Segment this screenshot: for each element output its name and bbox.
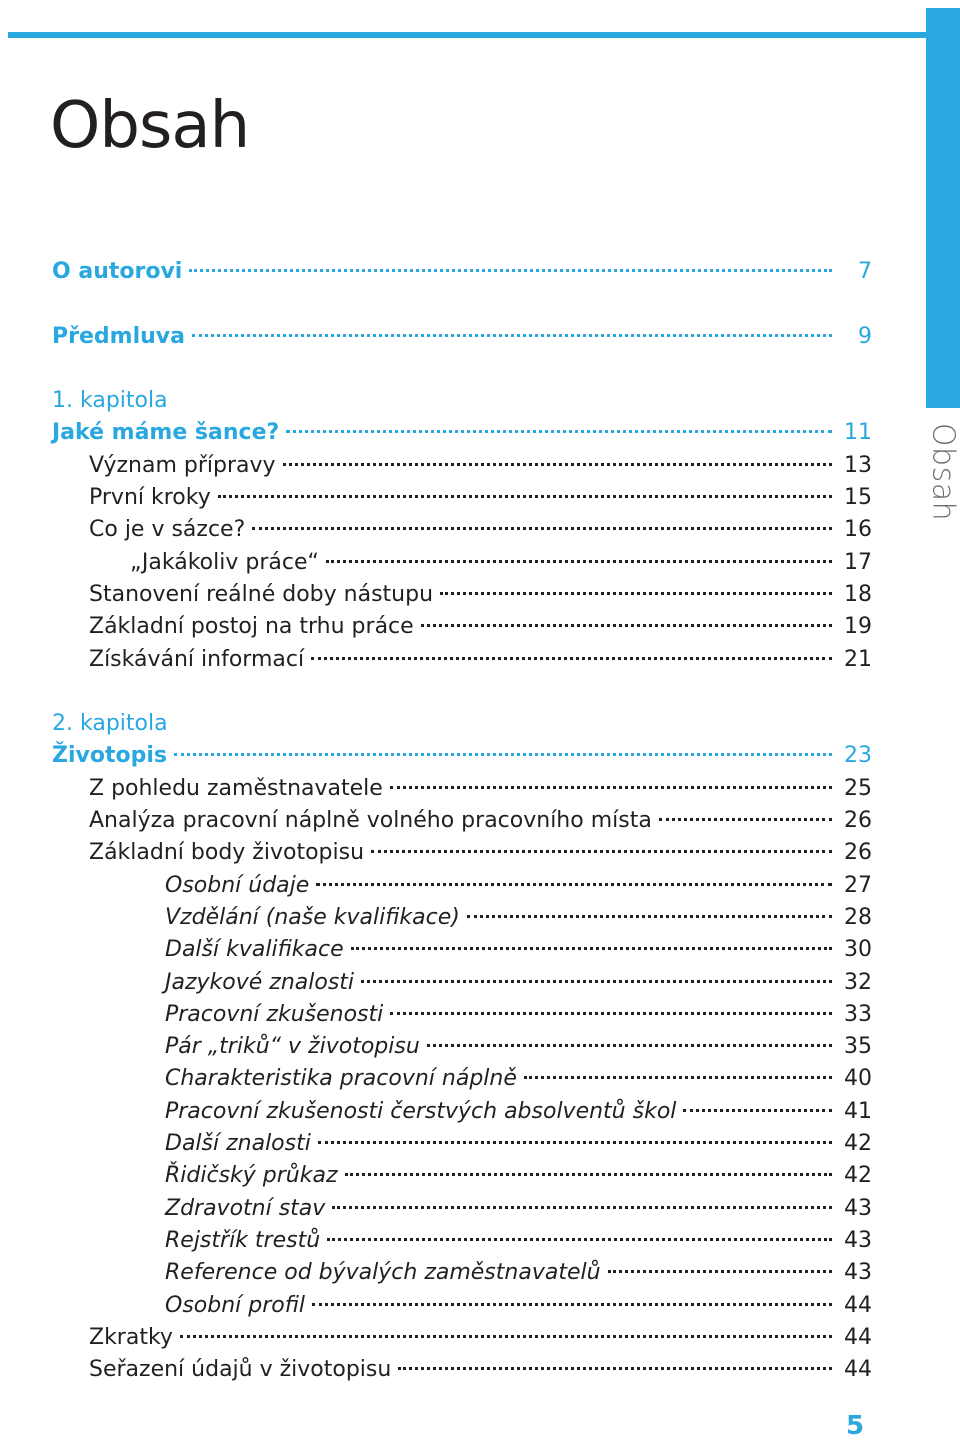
toc-entry-page: 41 xyxy=(844,1098,872,1124)
toc-entry-page: 19 xyxy=(844,614,872,640)
toc-entry-label: Řidičský průkaz xyxy=(165,1163,338,1189)
toc-entry-label: Analýza pracovní náplně volného pracovního místa xyxy=(89,808,652,834)
dot-leader xyxy=(361,980,832,983)
toc-subentry[interactable] xyxy=(52,967,872,999)
toc-entry-label: Další kvalifikace xyxy=(165,937,344,963)
chapter-label: 1. kapitola xyxy=(52,388,168,414)
toc-entry-label: Osobní údaje xyxy=(165,872,310,898)
toc-entry-label: Předmluva xyxy=(52,323,185,349)
dot-leader xyxy=(683,1109,832,1112)
toc-entry[interactable] xyxy=(52,1322,872,1354)
toc-entry[interactable] xyxy=(52,579,872,611)
dot-leader xyxy=(398,1367,832,1370)
toc-entry-page: 35 xyxy=(844,1034,872,1060)
toc-entry-page: 16 xyxy=(844,517,872,543)
dot-leader xyxy=(286,430,832,433)
toc-entry-page: 33 xyxy=(844,1001,872,1027)
toc-entry-label: Pár „triků“ v životopisu xyxy=(165,1034,420,1060)
toc-entry-label: O autorovi xyxy=(52,259,183,284)
toc-entry-label: Co je v sázce? xyxy=(89,517,246,543)
toc-entry-label: Základní postoj na trhu práce xyxy=(89,614,414,640)
toc-subentry[interactable] xyxy=(52,1031,872,1063)
toc-entry-page: 15 xyxy=(844,485,872,511)
dot-leader xyxy=(327,1238,832,1241)
toc-entry-page: 44 xyxy=(844,1324,872,1350)
toc-entry-predmluva[interactable] xyxy=(52,321,872,353)
toc-entry-page: 13 xyxy=(844,452,872,478)
toc-subentry[interactable] xyxy=(52,1160,872,1192)
toc-entry[interactable] xyxy=(52,644,872,676)
toc-subentry[interactable] xyxy=(52,870,872,902)
toc-entry-page: 44 xyxy=(844,1292,872,1318)
toc-entry-label: Pracovní zkušenosti čerstvých absolventů škol xyxy=(165,1098,677,1124)
toc-entry-page: 11 xyxy=(844,420,872,446)
toc-entry-page: 7 xyxy=(858,259,872,284)
toc-entry-label: Získávání informací xyxy=(89,646,305,672)
dot-leader xyxy=(311,657,832,660)
dot-leader xyxy=(345,1173,832,1176)
dot-leader xyxy=(371,850,832,853)
toc-entry-label: Další znalosti xyxy=(165,1131,311,1157)
toc-entry-label: Vzdělání (naše kvalifikace) xyxy=(165,904,460,930)
toc-entry[interactable] xyxy=(52,611,872,643)
page-number: 5 xyxy=(846,1411,865,1441)
toc-entry-page: 9 xyxy=(858,323,872,349)
toc-entry-page: 32 xyxy=(844,969,872,995)
dot-leader xyxy=(326,560,832,563)
table-of-contents xyxy=(52,256,872,1386)
toc-entry[interactable] xyxy=(52,450,872,482)
side-tab-label: Obsah xyxy=(925,422,960,522)
toc-entry[interactable] xyxy=(52,514,872,546)
toc-entry-page: 27 xyxy=(844,872,872,898)
toc-entry-page: 43 xyxy=(844,1227,872,1253)
page-title: Obsah xyxy=(50,89,250,163)
dot-leader xyxy=(608,1270,832,1273)
toc-entry-label: Rejstřík trestů xyxy=(165,1227,321,1253)
toc-chapter-title[interactable] xyxy=(52,740,872,772)
dot-leader xyxy=(440,592,832,595)
toc-entry-label: Seřazení údajů v životopisu xyxy=(89,1357,392,1383)
toc-entry-label: Charakteristika pracovní náplně xyxy=(165,1066,517,1092)
toc-entry-o-autorovi[interactable] xyxy=(52,256,872,288)
toc-entry-label: Osobní profil xyxy=(165,1292,306,1318)
toc-entry-page: 26 xyxy=(844,808,872,834)
toc-chapter-title[interactable] xyxy=(52,417,872,449)
toc-entry-page: 40 xyxy=(844,1066,872,1092)
side-tab xyxy=(926,8,960,408)
dot-leader xyxy=(252,527,832,530)
dot-leader xyxy=(174,753,832,756)
toc-subentry[interactable] xyxy=(52,1193,872,1225)
toc-entry-label: Zkratky xyxy=(89,1324,173,1350)
toc-entry[interactable] xyxy=(52,773,872,805)
toc-entry-page: 43 xyxy=(844,1195,872,1221)
toc-entry-page: 18 xyxy=(844,581,872,607)
toc-entry[interactable] xyxy=(52,837,872,869)
toc-entry-page: 21 xyxy=(844,646,872,672)
dot-leader xyxy=(218,495,832,498)
dot-leader xyxy=(467,915,832,918)
dot-leader xyxy=(312,1303,832,1306)
dot-leader xyxy=(283,463,832,466)
toc-entry[interactable] xyxy=(52,805,872,837)
toc-entry-label: Zdravotní stav xyxy=(165,1195,326,1221)
toc-subentry[interactable] xyxy=(52,934,872,966)
toc-entry-label: Význam přípravy xyxy=(89,452,276,478)
toc-entry-page: 28 xyxy=(844,904,872,930)
top-rule xyxy=(8,32,926,38)
dot-leader xyxy=(390,786,832,789)
toc-entry-page: 26 xyxy=(844,840,872,866)
toc-entry[interactable] xyxy=(52,547,872,579)
toc-subentry[interactable] xyxy=(52,1096,872,1128)
toc-entry-label: Jazykové znalosti xyxy=(165,969,355,995)
toc-entry-page: 42 xyxy=(844,1131,872,1157)
toc-entry-page: 30 xyxy=(844,937,872,963)
dot-leader xyxy=(318,1141,832,1144)
toc-subentry[interactable] xyxy=(52,1225,872,1257)
toc-entry-label: Jaké máme šance? xyxy=(52,420,280,446)
toc-entry-page: 25 xyxy=(844,775,872,801)
dot-leader xyxy=(332,1206,832,1209)
toc-subentry[interactable] xyxy=(52,1257,872,1289)
dot-leader xyxy=(659,818,832,821)
toc-entry-label: Životopis xyxy=(52,743,167,769)
toc-entry-label: První kroky xyxy=(89,485,211,511)
toc-entry-label: Základní body životopisu xyxy=(89,840,365,866)
toc-entry[interactable] xyxy=(52,1354,872,1386)
dot-leader xyxy=(189,269,832,272)
toc-entry-label: Reference od bývalých zaměstnavatelů xyxy=(165,1260,601,1286)
dot-leader xyxy=(390,1012,832,1015)
dot-leader xyxy=(351,947,832,950)
toc-entry[interactable] xyxy=(52,482,872,514)
toc-subentry[interactable] xyxy=(52,1128,872,1160)
dot-leader xyxy=(180,1335,832,1338)
toc-entry-label: Pracovní zkušenosti xyxy=(165,1001,384,1027)
dot-leader xyxy=(524,1076,832,1079)
toc-entry-page: 43 xyxy=(844,1260,872,1286)
toc-entry-label: Stanovení reálné doby nástupu xyxy=(89,581,434,607)
toc-entry-page: 23 xyxy=(844,743,872,769)
toc-subentry[interactable] xyxy=(52,902,872,934)
toc-subentry[interactable] xyxy=(52,1063,872,1095)
dot-leader xyxy=(421,624,832,627)
toc-entry-page: 44 xyxy=(844,1357,872,1383)
toc-entry-page: 42 xyxy=(844,1163,872,1189)
toc-entry-page: 17 xyxy=(844,549,872,575)
toc-entry-label: „Jakákoliv práce“ xyxy=(130,549,319,575)
toc-entry-label: Z pohledu zaměstnavatele xyxy=(89,775,383,801)
chapter-label: 2. kapitola xyxy=(52,711,168,737)
toc-subentry[interactable] xyxy=(52,999,872,1031)
dot-leader xyxy=(427,1044,832,1047)
toc-subentry[interactable] xyxy=(52,1290,872,1322)
dot-leader xyxy=(316,883,832,886)
dot-leader xyxy=(192,334,832,337)
